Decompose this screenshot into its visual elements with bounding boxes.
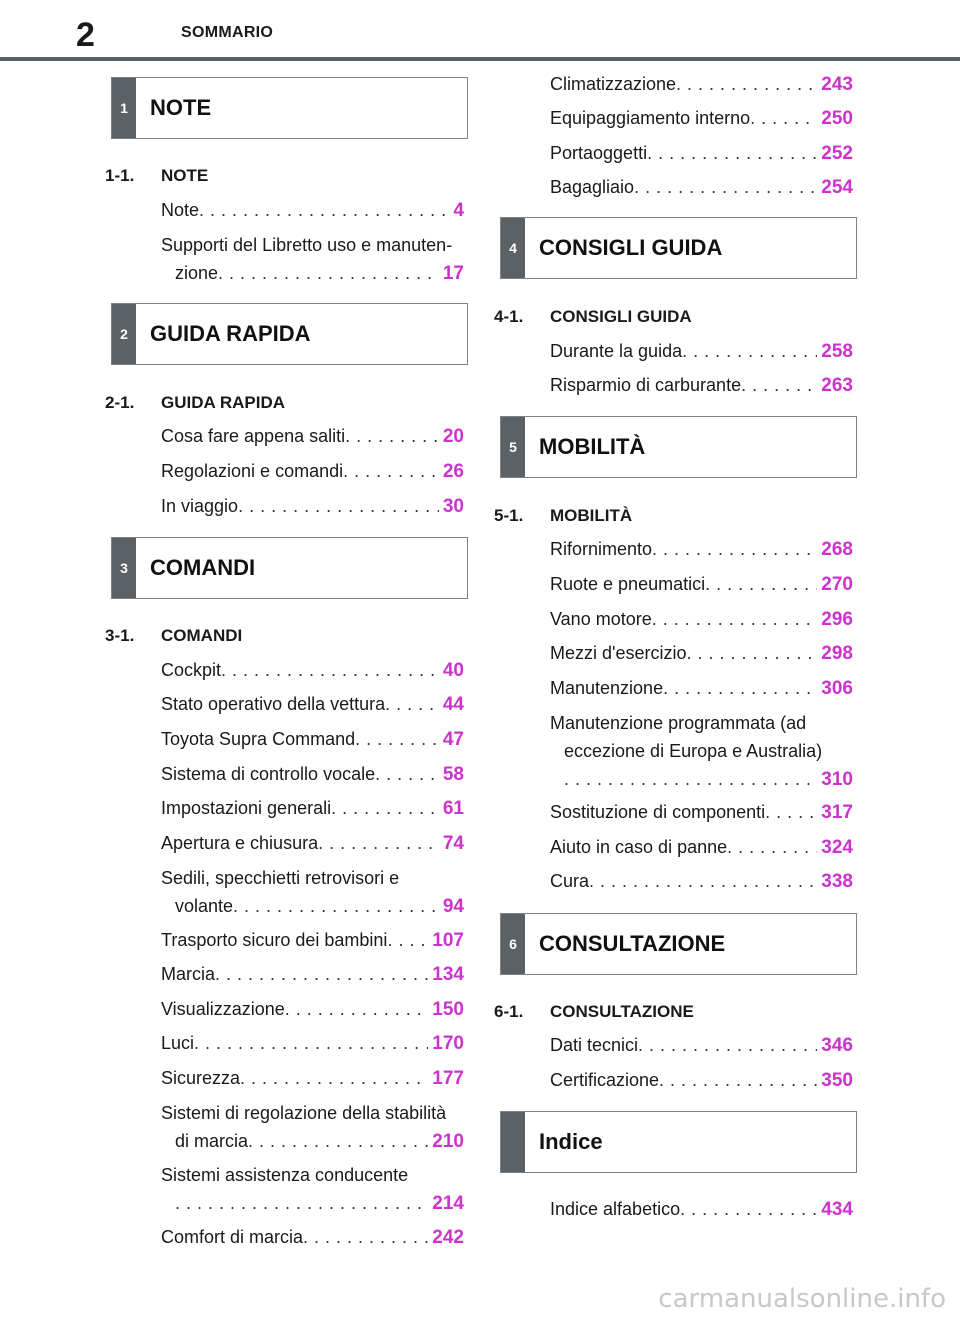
toc-entry[interactable] xyxy=(161,422,464,450)
dot-leader xyxy=(765,798,817,826)
entry-title: di marcia xyxy=(175,1131,249,1151)
entry-page-link[interactable]: 107 xyxy=(432,930,464,951)
toc-entry[interactable] xyxy=(161,1029,464,1057)
watermark: carmanualsonline.info xyxy=(658,1284,946,1314)
entry-page-link[interactable]: 298 xyxy=(821,643,853,664)
entry-page-link[interactable]: 346 xyxy=(821,1035,853,1056)
dot-leader xyxy=(705,570,817,598)
subsection-heading xyxy=(494,307,692,327)
subsection-heading xyxy=(105,626,242,646)
dot-leader xyxy=(285,995,429,1023)
subsection-title: COMANDI xyxy=(161,626,243,645)
entry-page-link[interactable]: 150 xyxy=(432,999,464,1020)
entry-title: Mezzi d'esercizio xyxy=(550,643,687,663)
entry-title: In viaggio xyxy=(161,496,239,516)
toc-entry[interactable] xyxy=(550,371,853,399)
dot-leader xyxy=(175,1189,428,1217)
section-number xyxy=(501,1112,525,1172)
entry-page-link[interactable]: 434 xyxy=(821,1199,853,1220)
entry-page-link[interactable]: 324 xyxy=(821,837,853,858)
entry-page-link[interactable]: 74 xyxy=(442,833,464,854)
entry-page-link[interactable]: 310 xyxy=(821,769,853,790)
subsection-number: 6-1. xyxy=(494,1002,524,1021)
section-box-note[interactable] xyxy=(111,77,468,139)
toc-entry[interactable] xyxy=(161,1161,464,1217)
section-number: 4 xyxy=(509,240,517,256)
subsection-title: NOTE xyxy=(161,166,209,185)
entry-title-line: Supporti del Libretto uso e manuten- xyxy=(161,235,453,255)
section-title: Indice xyxy=(539,1129,603,1154)
toc-entry[interactable] xyxy=(161,960,464,988)
toc-entry[interactable] xyxy=(550,173,853,201)
dot-leader xyxy=(345,422,439,450)
entry-page-link[interactable]: 214 xyxy=(432,1193,464,1214)
entry-title: Apertura e chiusura xyxy=(161,833,319,853)
entry-title: Cosa fare appena saliti xyxy=(161,426,346,446)
entry-page-link[interactable]: 30 xyxy=(442,496,464,517)
toc-entry[interactable] xyxy=(161,492,464,520)
entry-title: Manutenzione xyxy=(550,678,664,698)
entry-page-link[interactable]: 268 xyxy=(821,539,853,560)
entry-title: Cockpit xyxy=(161,660,222,680)
entry-title: Equipaggiamento interno xyxy=(550,108,751,128)
dot-leader xyxy=(375,760,439,788)
section-number: 2 xyxy=(120,326,128,342)
dot-leader xyxy=(331,794,439,822)
entry-page-link[interactable]: 296 xyxy=(821,609,853,630)
entry-title: Luci xyxy=(161,1033,195,1053)
section-title: CONSIGLI GUIDA xyxy=(539,235,723,260)
section-box-comandi[interactable] xyxy=(111,537,468,599)
entry-title: Sistema di controllo vocale xyxy=(161,764,376,784)
entry-title: Durante la guida xyxy=(550,341,683,361)
dot-leader xyxy=(238,492,439,520)
dot-leader xyxy=(233,892,439,920)
entry-title: Sicurezza xyxy=(161,1068,241,1088)
dot-leader xyxy=(682,337,817,365)
entry-page-link[interactable]: 58 xyxy=(442,764,464,785)
entry-title: Trasporto sicuro dei bambini xyxy=(161,930,388,950)
entry-page-link[interactable]: 26 xyxy=(442,461,464,482)
header-rule xyxy=(0,57,960,61)
toc-entry[interactable] xyxy=(550,1066,853,1094)
section-number: 3 xyxy=(120,560,128,576)
toc-entry[interactable] xyxy=(161,725,464,753)
entry-page-link[interactable]: 94 xyxy=(442,896,464,917)
toc-entry[interactable] xyxy=(161,690,464,718)
entry-title-line: eccezione di Europa e Australia) xyxy=(564,741,823,761)
entry-page-link[interactable]: 252 xyxy=(821,143,853,164)
entry-title: Bagagliaio xyxy=(550,177,635,197)
toc-entry[interactable] xyxy=(550,639,853,667)
subsection-number: 1-1. xyxy=(105,166,135,185)
entry-title: Risparmio di carburante xyxy=(550,375,742,395)
dot-leader xyxy=(659,1066,817,1094)
section-box-mobilita[interactable] xyxy=(500,416,857,478)
entry-title: Regolazioni e comandi xyxy=(161,461,344,481)
toc-entry[interactable] xyxy=(161,829,464,857)
subsection-title: GUIDA RAPIDA xyxy=(161,393,286,412)
dot-leader xyxy=(652,605,818,633)
entry-page-link[interactable]: 317 xyxy=(821,802,853,823)
dot-leader xyxy=(638,1031,817,1059)
dot-leader xyxy=(194,1029,428,1057)
page-header xyxy=(0,0,960,62)
dot-leader xyxy=(676,70,817,98)
entry-page-link[interactable]: 17 xyxy=(442,263,464,284)
entry-page-link[interactable]: 61 xyxy=(442,798,464,819)
section-box-guida-rapida[interactable] xyxy=(111,303,468,365)
subsection-title: CONSULTAZIONE xyxy=(550,1002,694,1021)
toc-entry[interactable] xyxy=(550,104,853,132)
entry-title: Sostituzione di componenti xyxy=(550,802,766,822)
entry-title: Indice alfabetico xyxy=(550,1199,681,1219)
dot-leader xyxy=(221,656,439,684)
toc-entry[interactable] xyxy=(161,656,464,684)
subsection-number: 2-1. xyxy=(105,393,135,412)
dot-leader xyxy=(589,867,817,895)
entry-page-link[interactable]: 40 xyxy=(442,660,464,681)
section-title: NOTE xyxy=(150,95,212,120)
entry-title: Impostazioni generali xyxy=(161,798,332,818)
entry-title: Note xyxy=(161,200,200,220)
subsection-number: 5-1. xyxy=(494,506,524,525)
section-box-indice[interactable] xyxy=(500,1111,857,1173)
section-title: GUIDA RAPIDA xyxy=(150,321,311,346)
dot-leader xyxy=(240,1064,428,1092)
toc-entry[interactable] xyxy=(550,709,853,793)
entry-page-link[interactable]: 177 xyxy=(432,1068,464,1089)
toc-entry[interactable] xyxy=(161,760,464,788)
toc-entry[interactable] xyxy=(550,70,853,98)
section-number: 1 xyxy=(120,100,128,116)
toc-entry[interactable] xyxy=(550,674,853,702)
entry-title: volante xyxy=(175,896,234,916)
toc-entry[interactable] xyxy=(550,337,853,365)
subsection-heading xyxy=(105,393,285,413)
toc-entry[interactable] xyxy=(161,1064,464,1092)
dot-leader xyxy=(355,725,439,753)
dot-leader xyxy=(385,690,439,718)
subsection-title: CONSIGLI GUIDA xyxy=(550,307,692,326)
toc-entry[interactable] xyxy=(550,867,853,895)
entry-page-link[interactable]: 210 xyxy=(432,1131,464,1152)
entry-page-link[interactable]: 170 xyxy=(432,1033,464,1054)
toc-entry[interactable] xyxy=(161,995,464,1023)
dot-leader xyxy=(387,926,428,954)
toc-entry[interactable] xyxy=(161,864,464,920)
dot-leader xyxy=(727,833,817,861)
entry-title: Marcia xyxy=(161,964,216,984)
dot-leader xyxy=(647,139,817,167)
dot-leader xyxy=(303,1223,428,1251)
subsection-number: 3-1. xyxy=(105,626,135,645)
dot-leader xyxy=(686,639,817,667)
entry-title-line: Sistemi di regolazione della stabilità xyxy=(161,1103,447,1123)
entry-title: Portaoggetti xyxy=(550,143,648,163)
entry-page-link[interactable]: 258 xyxy=(821,341,853,362)
entry-page-link[interactable]: 338 xyxy=(821,871,853,892)
toc-entry[interactable] xyxy=(161,794,464,822)
subsection-heading xyxy=(494,1002,694,1022)
entry-title: Vano motore xyxy=(550,609,652,629)
dot-leader xyxy=(634,173,817,201)
entry-page-link[interactable]: 254 xyxy=(821,177,853,198)
entry-title: Cura xyxy=(550,871,590,891)
entry-title: zione xyxy=(175,263,219,283)
dot-leader xyxy=(318,829,439,857)
dot-leader xyxy=(215,960,428,988)
entry-page-link[interactable]: 47 xyxy=(442,729,464,750)
toc-entry[interactable] xyxy=(550,139,853,167)
toc-entry[interactable] xyxy=(161,1223,464,1251)
dot-leader xyxy=(750,104,817,132)
toc-entry[interactable] xyxy=(161,1099,464,1155)
toc-entry[interactable] xyxy=(161,196,464,224)
toc-entry[interactable] xyxy=(550,570,853,598)
toc-entry[interactable] xyxy=(550,535,853,563)
dot-leader xyxy=(652,535,817,563)
toc-entry[interactable] xyxy=(161,457,464,485)
entry-title: Stato operativo della vettura xyxy=(161,694,386,714)
entry-page-link[interactable]: 250 xyxy=(821,108,853,129)
entry-title: Visualizzazione xyxy=(161,999,285,1019)
entry-page-link[interactable]: 270 xyxy=(821,574,853,595)
section-title: MOBILITÀ xyxy=(539,434,646,459)
entry-page-link[interactable]: 306 xyxy=(821,678,853,699)
entry-title-line: Sistemi assistenza conducente xyxy=(161,1165,409,1185)
entry-title-line: Manutenzione programmata (ad xyxy=(550,713,807,733)
dot-leader xyxy=(564,765,817,793)
section-number: 5 xyxy=(509,439,517,455)
section-box-consultazione[interactable] xyxy=(500,913,857,975)
entry-page-link[interactable]: 4 xyxy=(453,200,464,221)
subsection-heading xyxy=(105,166,208,186)
toc-entry[interactable] xyxy=(550,833,853,861)
subsection-heading xyxy=(494,506,632,526)
entry-page-link[interactable]: 134 xyxy=(432,964,464,985)
entry-page-link[interactable]: 263 xyxy=(821,375,853,396)
entry-page-link[interactable]: 350 xyxy=(821,1070,853,1091)
dot-leader xyxy=(218,259,439,287)
page-number: 2 xyxy=(76,16,95,54)
dot-leader xyxy=(741,371,817,399)
dot-leader xyxy=(343,457,439,485)
running-head-title: SOMMARIO xyxy=(181,24,274,41)
entry-page-link[interactable]: 44 xyxy=(442,694,464,715)
entry-title-line: Sedili, specchietti retrovisori e xyxy=(161,868,400,888)
entry-title: Certificazione xyxy=(550,1070,660,1090)
entry-title: Aiuto in caso di panne xyxy=(550,837,728,857)
toc-entry[interactable] xyxy=(550,1031,853,1059)
toc-entry[interactable] xyxy=(161,231,464,287)
entry-title: Toyota Supra Command xyxy=(161,729,356,749)
dot-leader xyxy=(199,196,449,224)
dot-leader xyxy=(248,1127,428,1155)
section-title: CONSULTAZIONE xyxy=(539,931,726,956)
entry-page-link[interactable]: 242 xyxy=(432,1227,464,1248)
entry-title: Comfort di marcia xyxy=(161,1227,304,1247)
subsection-number: 4-1. xyxy=(494,307,524,326)
entry-title: Climatizzazione xyxy=(550,74,677,94)
toc-entry[interactable] xyxy=(550,798,853,826)
entry-page-link[interactable]: 20 xyxy=(442,426,464,447)
section-box-consigli-guida[interactable] xyxy=(500,217,857,279)
toc-entry[interactable] xyxy=(161,926,464,954)
entry-title: Dati tecnici xyxy=(550,1035,639,1055)
entry-page-link[interactable]: 243 xyxy=(821,74,853,95)
toc-entry[interactable] xyxy=(550,605,853,633)
section-number: 6 xyxy=(509,936,517,952)
entry-title: Ruote e pneumatici xyxy=(550,574,706,594)
toc-entry[interactable] xyxy=(550,1195,853,1223)
entry-title: Rifornimento xyxy=(550,539,653,559)
section-title: COMANDI xyxy=(150,555,256,580)
dot-leader xyxy=(680,1195,817,1223)
subsection-title: MOBILITÀ xyxy=(550,506,633,525)
dot-leader xyxy=(663,674,817,702)
